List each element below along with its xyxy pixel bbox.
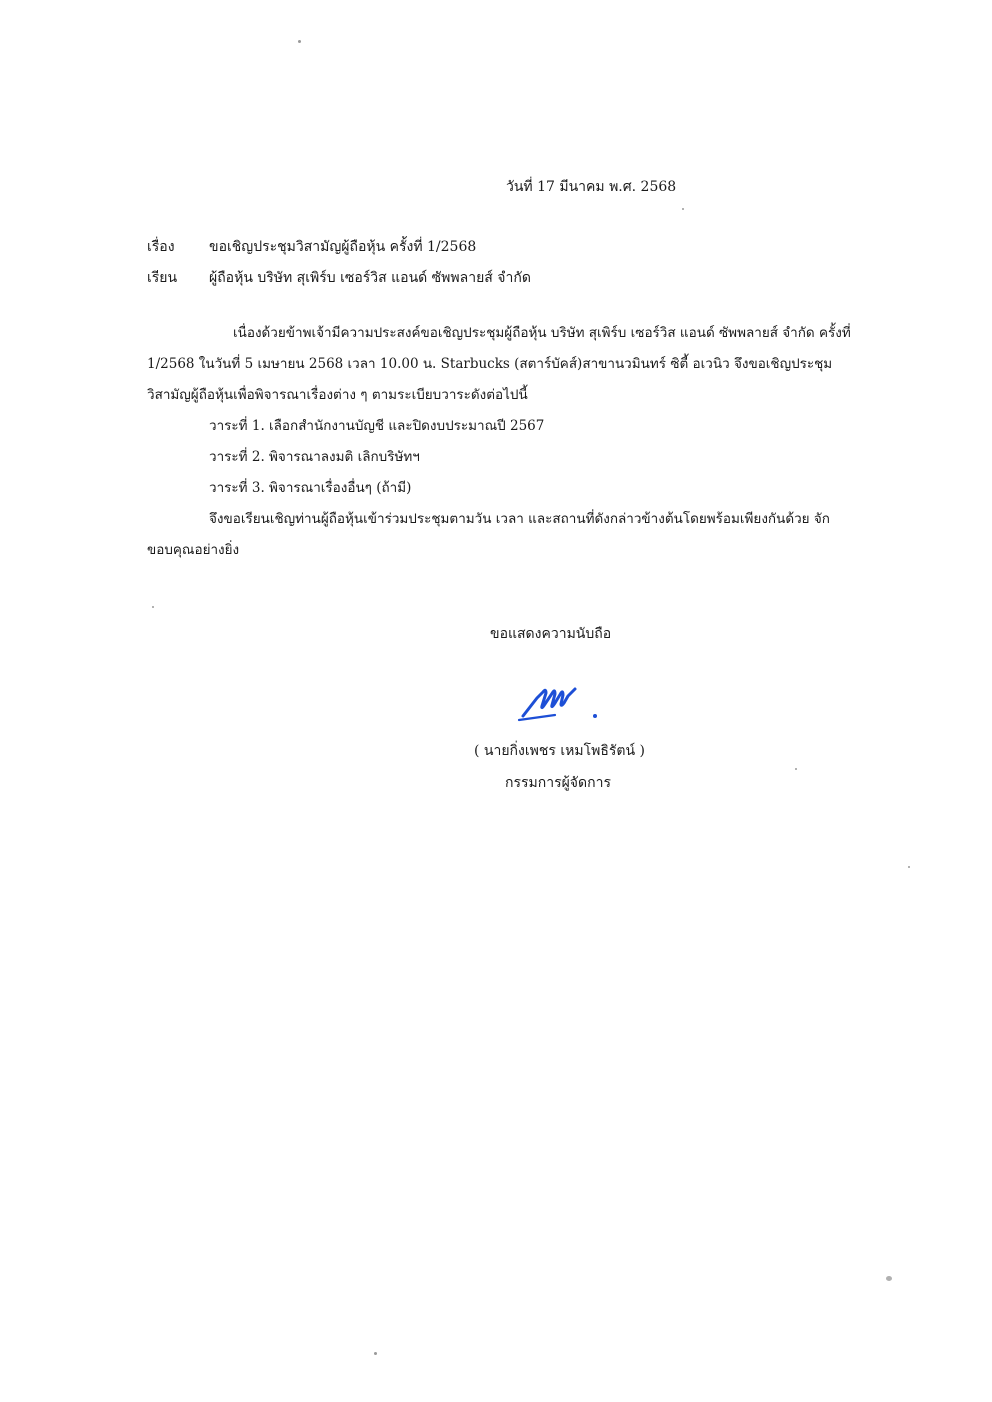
scan-speck (374, 1352, 377, 1355)
intro-paragraph: เนื่องด้วยข้าพเจ้ามีความประสงค์ขอเชิญประชุมผู้ถือหุ้น บริษัท สุเพิร์บ เซอร์วิส แอนด์ ซัพพลายส์ จำกัด ครั้งที่ 1/2568 ในวันที่ 5 เมษายน 2568 เวลา 10.00 น. Starbucks (สตาร์บัคส์)สาขานวมินทร์ ซิตี้ อเวนิว จึงขอเชิญประชุมวิสามัญผู้ถือหุ้นเพื่อพิจารณาเรื่องต่าง ๆ ตามระเบียบวาระดังต่อไปนี้ (147, 325, 851, 403)
scan-speck (886, 1276, 892, 1281)
agenda-item: วาระที่ 1. เลือกสำนักงานบัญชี และปิดงบประมาณปี 2567 (209, 418, 545, 434)
recipient-row (147, 267, 531, 289)
recipient-text: ผู้ถือหุ้น บริษัท สุเพิร์บ เซอร์วิส แอนด์ ซัพพลายส์ จำกัด (209, 270, 531, 286)
scan-speck (795, 768, 797, 770)
scan-speck (152, 606, 154, 608)
letter-date: วันที่ 17 มีนาคม พ.ศ. 2568 (506, 179, 677, 195)
recipient-label: เรียน (147, 270, 178, 286)
subject-label: เรื่อง (147, 239, 175, 255)
subject-row (147, 236, 476, 258)
agenda-item: วาระที่ 2. พิจารณาลงมติ เลิกบริษัทฯ (209, 449, 420, 465)
complimentary-close: ขอแสดงความนับถือ (490, 626, 612, 642)
letter-body (147, 318, 853, 566)
subject-text: ขอเชิญประชุมวิสามัญผู้ถือหุ้น ครั้งที่ 1/2568 (209, 239, 477, 255)
closing-paragraph: จึงขอเรียนเชิญท่านผู้ถือหุ้นเข้าร่วมประชุมตามวัน เวลา และสถานที่ดังกล่าวข้างต้นโดยพร้อมเพียงกันด้วย จักขอบคุณอย่างยิ่ง (147, 511, 830, 558)
scan-speck (908, 866, 910, 868)
scan-speck (298, 40, 301, 43)
signer-name: ( นายกิ่งเพชร เหมโพธิรัตน์ ) (474, 743, 645, 759)
handwritten-signature (515, 676, 625, 726)
signer-title: กรรมการผู้จัดการ (505, 775, 611, 791)
agenda-item: วาระที่ 3. พิจารณาเรื่องอื่นๆ (ถ้ามี) (209, 480, 412, 496)
scan-speck (682, 208, 684, 210)
